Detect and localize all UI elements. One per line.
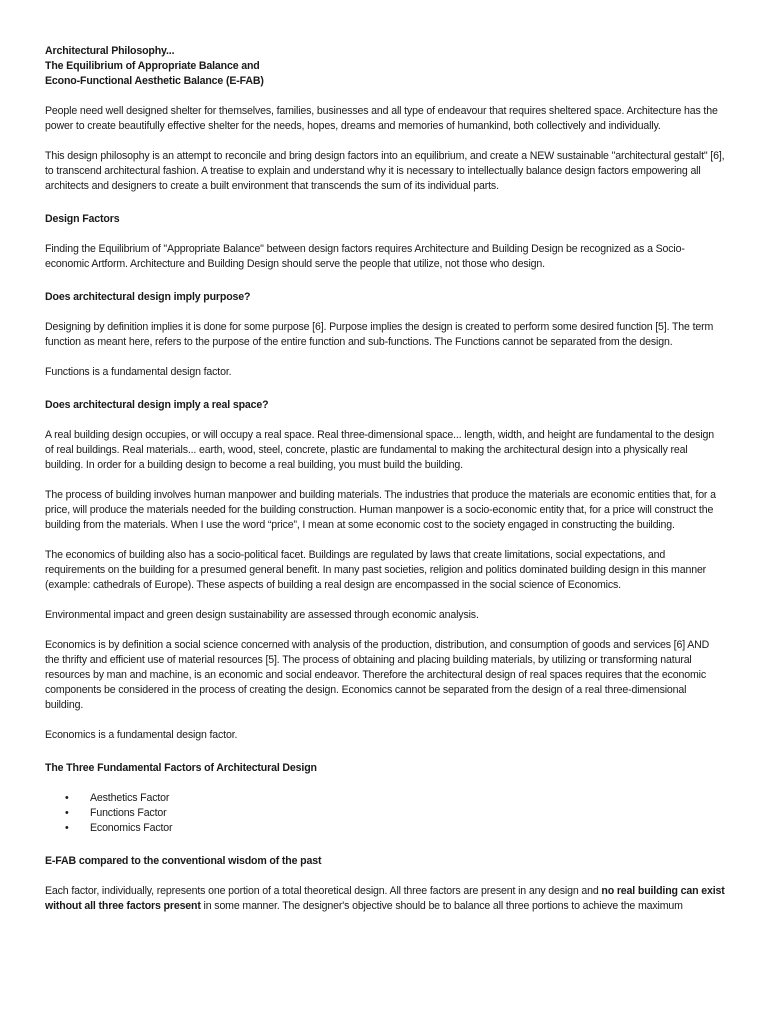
factor-label: Aesthetics Factor xyxy=(90,792,170,804)
intro-paragraph-2: This design philosophy is an attempt to reconcile and bring design factors into an equilibrium, and create a NEW sustainable "architectural gestalt" [6], to transcend architectural fashion. A treatise to explain and understand why it is necessary to intellectually balance design factors empowering all architects and designers to create a built environment that transcends the sum of its individual parts. xyxy=(45,150,725,192)
document-page xyxy=(45,44,725,929)
title-line-1: Architectural Philosophy... xyxy=(45,45,175,57)
efab-heading: E-FAB compared to the conventional wisdom of the past xyxy=(45,855,322,867)
purpose-paragraph-1: Designing by definition implies it is done for some purpose [6]. Purpose implies the design is created to perform some desired function [5]. The term function as meant here, refers to the purpose of the entire function and sub-functions. The Functions cannot be separated from the design. xyxy=(45,321,714,348)
bullet-icon: • xyxy=(65,807,69,819)
design-factors-heading: Design Factors xyxy=(45,213,120,225)
title-line-3: Econo-Functional Aesthetic Balance (E-FAB) xyxy=(45,75,264,87)
efab-paragraph xyxy=(45,884,725,914)
real-space-paragraph-2: The process of building involves human manpower and building materials. The industries that produce the materials are economic entities that, for a price, will produce the materials needed for the building construction. Human manpower is a socio-economic entity that, for a price will construct the building from the materials. When I use the word “price”, I mean at some economic cost to the society engaged in constructing the building. xyxy=(45,489,716,531)
document-title xyxy=(45,44,725,89)
real-space-heading: Does architectural design imply a real space? xyxy=(45,399,269,411)
three-factors-heading: The Three Fundamental Factors of Architectural Design xyxy=(45,762,317,774)
efab-emphasis: no real building can exist without all three factors present xyxy=(45,885,725,912)
factor-label: Economics Factor xyxy=(90,822,173,834)
factor-label: Functions Factor xyxy=(90,807,167,819)
efab-text-end: in some manner. The designer's objective should be to balance all three portions to achieve the maximum xyxy=(200,900,683,912)
efab-text-start: Each factor, individually, represents one portion of a total theoretical design. All three factors are present in any design and xyxy=(45,885,602,897)
real-space-paragraph-4: Environmental impact and green design sustainability are assessed through economic analysis. xyxy=(45,609,479,621)
intro-paragraph-1: People need well designed shelter for themselves, families, businesses and all type of endeavour that requires sheltered space. Architecture has the power to create beautifully effective shelter for the needs, hopes, dreams and memories of humankind, both collectively and individually. xyxy=(45,105,718,132)
purpose-paragraph-2: Functions is a fundamental design factor. xyxy=(45,366,232,378)
list-item xyxy=(45,806,725,821)
list-item xyxy=(45,791,725,806)
real-space-paragraph-1: A real building design occupies, or will occupy a real space. Real three-dimensional space... length, width, and height are fundamental to the design of real buildings. Real materials... earth, wood, steel, concrete, plastic are fundamental to making the architectural design into a physically real building. In order for a building design to become a real building, you must build the building. xyxy=(45,429,715,471)
purpose-heading: Does architectural design imply purpose? xyxy=(45,291,251,303)
factors-list xyxy=(45,791,725,836)
title-line-2: The Equilibrium of Appropriate Balance and xyxy=(45,60,260,72)
bullet-icon: • xyxy=(65,792,69,804)
design-factors-paragraph: Finding the Equilibrium of "Appropriate Balance" between design factors requires Architecture and Building Design be recognized as a Socio-economic Artform. Architecture and Building Design should serve the people that utilize, not those who design. xyxy=(45,243,685,270)
real-space-paragraph-5: Economics is by definition a social science concerned with analysis of the production, distribution, and consumption of goods and services [6] AND the thrifty and efficient use of material resources [5]. The process of obtaining and placing building materials, by utilizing or transforming natural resources by man and machine, is an economic and social endeavor. Therefore the architectural design of real spaces requires that the economic components be considered in the process of creating the design. Economics cannot be separated from the design of a real three-dimensional building. xyxy=(45,639,710,711)
real-space-paragraph-6: Economics is a fundamental design factor. xyxy=(45,729,238,741)
real-space-paragraph-3: The economics of building also has a socio-political facet. Buildings are regulated by laws that create limitations, social expectations, and requirements on the building for a presumed general benefit. In many past societies, religion and politics dominated building design in this manner (example: cathedrals of Europe). These aspects of building a real design are encompassed in the social science of Economics. xyxy=(45,549,707,591)
list-item xyxy=(45,821,725,836)
bullet-icon: • xyxy=(65,822,69,834)
